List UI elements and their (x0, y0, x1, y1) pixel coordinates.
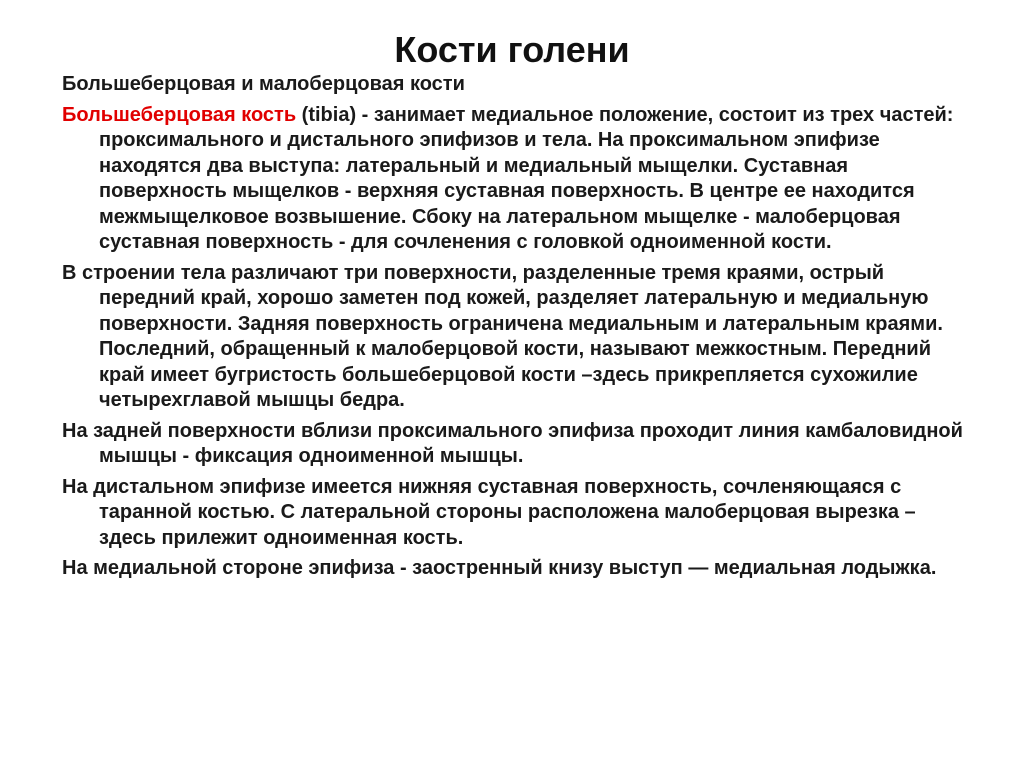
distal-epiphysis-paragraph: На дистальном эпифизе имеется нижняя суставная поверхность, сочленяющаяся с таранной костью. С латеральной стороны расположена малоберцовая вырезка – здесь прилежит одноименная кость. (62, 475, 916, 549)
medial-malleolus-paragraph: На медиальной стороне эпифиза - заостренный книзу выступ — медиальная лодыжка. (62, 557, 937, 579)
tibia-paragraph (62, 103, 972, 256)
subtitle-paragraph: Большеберцовая и малоберцовая кости (62, 73, 465, 95)
tibia-term: Большеберцовая кость (62, 103, 297, 126)
body-surfaces-paragraph: В строении тела различают три поверхности, разделенные тремя краями, острый передний край, хорошо заметен под кожей, разделяет латеральную и медиальную поверхности. Задняя поверхность ограничена медиальным и латеральным краями. Последний, обращенный к малоберцовой кости, называют межкостным. Передний край имеет бугристость большеберцовой кости –здесь прикрепляется сухожилие четырехглавой мышцы бедра. (62, 261, 943, 411)
tibia-description: (tibia) - занимает медиальное положение, состоит из трех частей: проксимального и дистального эпифизов и тела. На проксимальном эпифизе находятся два выступа: латеральный и медиальный мыщелки. Суставная поверхность мыщелков - верхняя суставная поверхность. В центре ее находится межмыщелковое возвышение. Сбоку на латеральном мыщелке - малоберцовая суставная поверхность - для сочленения с головкой одноименной кости. (99, 103, 954, 253)
posterior-surface-paragraph: На задней поверхности вблизи проксимального эпифиза проходит линия камбаловидной мышцы - фиксация одноименной мышцы. (62, 419, 963, 467)
slide-body (62, 72, 972, 587)
slide-title: Кости голени (394, 29, 630, 70)
